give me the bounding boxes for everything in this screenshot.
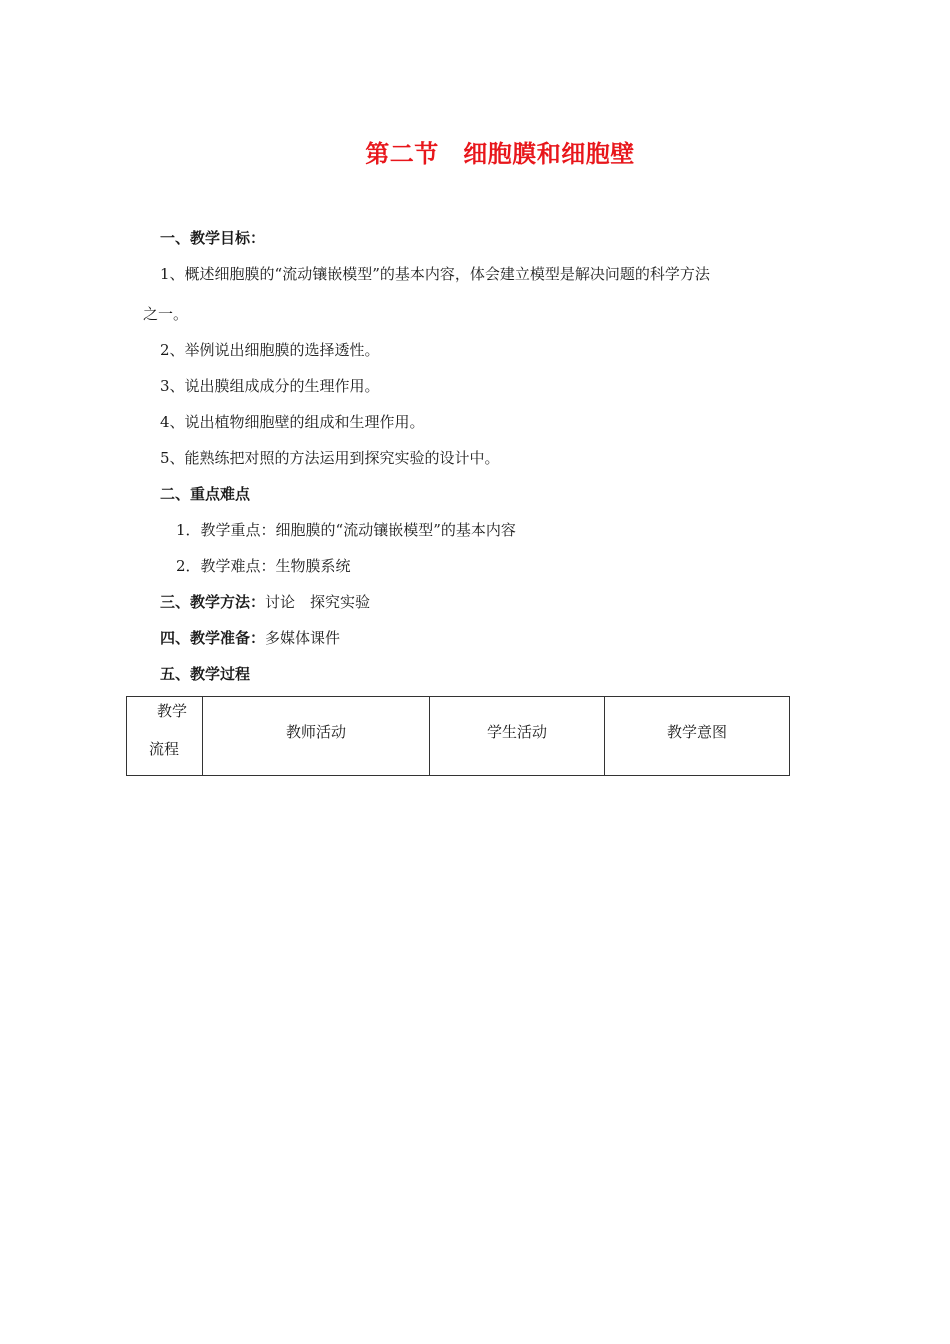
- objective-item: 4、说出植物细胞壁的组成和生理作用。: [160, 413, 425, 431]
- table-header-row: [127, 697, 790, 776]
- section-heading-preparation: 四、教学准备：: [160, 629, 266, 647]
- key-point-item: 1．教学重点：细胞膜的“流动镶嵌模型”的基本内容: [176, 521, 516, 539]
- preparation-value: 多媒体课件: [265, 629, 341, 647]
- page-title: 第二节 细胞膜和细胞壁: [365, 140, 635, 168]
- key-point-item: 2．教学难点：生物膜系统: [176, 557, 351, 575]
- table-header-cell-flow: [127, 697, 203, 776]
- table-header-cell-teacher: [203, 697, 430, 776]
- teaching-process-table: [126, 696, 790, 776]
- section-heading-objectives: 一、教学目标：: [160, 229, 266, 247]
- methods-line: [160, 592, 370, 612]
- table-header-student: 学生活动: [486, 723, 547, 741]
- objective-item: 1、概述细胞膜的“流动镶嵌模型”的基本内容，体会建立模型是解决问题的科学方法: [160, 265, 710, 283]
- table-header-flow-line2: 流程: [149, 740, 180, 758]
- section-heading-key-points: 二、重点难点: [160, 485, 251, 503]
- table-header-intent: 教学意图: [666, 723, 727, 741]
- table-header-flow-line1: 教学: [157, 702, 188, 720]
- objective-item: 2、举例说出细胞膜的选择透性。: [160, 341, 380, 359]
- section-heading-process: 五、教学过程: [160, 665, 251, 683]
- objective-item: 5、能熟练把对照的方法运用到探究实验的设计中。: [160, 449, 500, 467]
- table-header-teacher: 教师活动: [285, 723, 346, 741]
- methods-value: 讨论 探究实验: [265, 593, 371, 611]
- table-header-cell-intent: [605, 697, 790, 776]
- section-heading-methods: 三、教学方法：: [160, 593, 266, 611]
- objective-item: 3、说出膜组成成分的生理作用。: [160, 377, 380, 395]
- preparation-line: [160, 628, 340, 648]
- objective-item-continuation: 之一。: [143, 305, 189, 323]
- table-header-cell-student: [430, 697, 605, 776]
